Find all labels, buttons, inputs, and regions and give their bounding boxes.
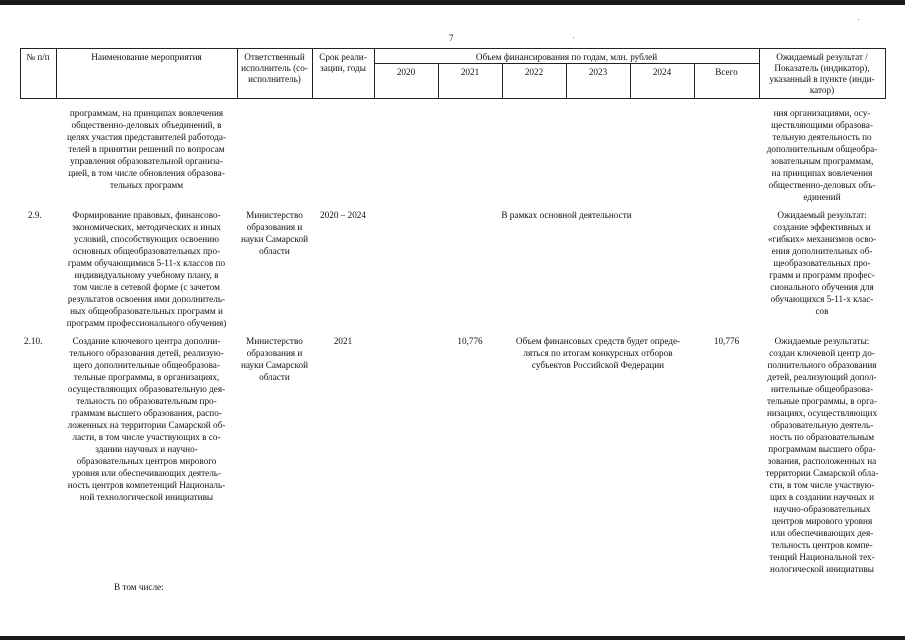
continuation-result-line: ществляющими образова- <box>771 120 873 130</box>
row-term: 2020 – 2024 <box>320 210 366 220</box>
row-responsible-line: образования и <box>246 348 303 358</box>
row-responsible-line: образования и <box>246 222 303 232</box>
row-name-line: экономических, методических и иных <box>72 222 221 232</box>
row-result-line: «гибких» механизмов осво- <box>767 234 877 244</box>
row-result-line: щих в создании научных и <box>769 492 875 502</box>
row-name-line: тельные программы, в организациях, <box>73 372 220 382</box>
row-name-line: ласти, в том числе участвующих в со- <box>72 432 221 442</box>
row-result-line: грамм и программ профес- <box>769 270 875 280</box>
continuation-result-line: на принципах вовлечения <box>771 168 873 178</box>
row-value-2021: 10,776 <box>457 336 483 346</box>
row-total: 10,776 <box>713 336 740 346</box>
row-result-line: нительные общеобразова- <box>770 384 874 394</box>
row-name-line: индивидуальному учебному плану, в <box>74 270 219 280</box>
row-result-line: ения дополнительных об- <box>771 246 873 256</box>
row-name-line: тельность по образовательным про- <box>76 396 217 406</box>
continuation-result-line: общественно-деловых объ- <box>768 180 876 190</box>
header-total: Всего <box>715 67 738 77</box>
row-number: 2.9. <box>28 210 42 220</box>
continuation-name-line: программам, на принципах вовлечения <box>69 108 224 118</box>
row-name-line: граммам высшего образования, распо- <box>71 408 222 418</box>
row-name-line: том числе в сетевой форме (с зачетом <box>73 282 220 292</box>
row-name-line: осуществляющих образовательную дея- <box>67 384 226 394</box>
row-funding-note-line: ляться по итогам конкурсных отборов <box>523 348 673 358</box>
row-result-line: тенций Национальной тех- <box>769 552 875 562</box>
header-num: № п/п <box>26 52 50 62</box>
row-result-line: зования, расположенных на <box>767 456 877 466</box>
row-name-line: здании научных и научно- <box>95 444 198 454</box>
row-result-line: сионального обучения для <box>770 282 874 292</box>
row-result-line: территории Самарской обла- <box>765 468 879 478</box>
header-responsible-3: исполнитель) <box>248 74 301 84</box>
row-responsible-line: науки Самарской <box>240 234 308 244</box>
header-top-line <box>20 48 886 49</box>
row-name-line: условий, способствующих освоению <box>74 234 219 244</box>
row-name-line: Создание ключевого центра дополни- <box>72 336 221 346</box>
row-name-line: программ профессионального обучения) <box>66 318 227 328</box>
row-result-line: тельные программы, в орга- <box>767 396 877 406</box>
row-name-line: образовательных центров мирового <box>76 456 217 466</box>
row-result-line: сти, в том числе участвую- <box>769 480 875 490</box>
header-result-3: указанный в пункте (инди- <box>769 74 875 84</box>
row-result-line: создан ключевой центр до- <box>769 348 875 358</box>
row-responsible-line: области <box>259 246 290 256</box>
row-name-line: результатов освоения ими дополнитель- <box>67 294 226 304</box>
row-result-line: нологической инициативы <box>770 564 874 574</box>
row-funding-note-line: Объем финансовых средств будет опреде- <box>515 336 681 346</box>
row-result-line: образовательную деятель- <box>770 420 874 430</box>
row-term: 2021 <box>333 336 353 346</box>
row-result-line: низациях, осуществляющих <box>766 408 878 418</box>
header-result-4: катор) <box>809 85 835 95</box>
header-year-2024: 2024 <box>652 67 672 77</box>
row-name-line: основных общеобразовательных про- <box>72 246 221 256</box>
header-term-1: Срок реали- <box>319 52 367 62</box>
continuation-name-line: тельных программ <box>109 180 184 190</box>
row-result-line: сов <box>815 306 829 316</box>
continuation-result-line: зовательным программам, <box>770 156 874 166</box>
row-name-line: ной технологической инициативы <box>79 492 214 502</box>
header-result-1: Ожидаемый результат / <box>776 52 868 62</box>
row-responsible-line: Министерство <box>246 210 303 220</box>
including-label: В том числе: <box>114 582 164 592</box>
row-name-line: ных общеобразовательных программ и <box>70 306 223 316</box>
row-name-line: уровня или обеспечивающих деятель- <box>71 468 222 478</box>
header-funding: Объем финансирования по годам, млн. рублей <box>475 52 658 62</box>
row-name-line: ность центров компетенций Националь- <box>67 480 226 490</box>
header-name: Наименование мероприятия <box>91 52 202 62</box>
top-border <box>0 0 905 5</box>
header-year-2021: 2021 <box>460 67 480 77</box>
continuation-result-line: единений <box>803 192 841 202</box>
row-name-line: ложенных на территории Самарской об- <box>67 420 226 430</box>
header-year-2023: 2023 <box>588 67 608 77</box>
row-funding-note: В рамках основной деятельности <box>501 210 632 220</box>
continuation-name-line: телей в принятии решений по вопросам <box>68 144 225 154</box>
row-name-line: Формирование правовых, финансово- <box>72 210 221 220</box>
header-responsible-1: Ответственный <box>244 52 305 62</box>
header-col-line <box>885 48 886 99</box>
row-number: 2.10. <box>24 336 43 346</box>
row-result-line: или обеспечивающих дея- <box>770 528 874 538</box>
row-result-line: центров мирового уровня <box>771 516 873 526</box>
row-funding-note-line: субъектов Российской Федерации <box>531 360 665 370</box>
header-bottom-line <box>20 98 886 99</box>
row-result-line: Ожидаемый результат: <box>777 210 867 220</box>
continuation-name-line: цией, в том числе обновления образова- <box>68 168 225 178</box>
page-number: 7 <box>449 33 454 43</box>
row-name-line: тельного образования детей, реализую- <box>69 348 224 358</box>
bottom-border <box>0 636 905 640</box>
header-result-2: Показатель (индикатор), <box>774 63 870 73</box>
header-responsible-2: исполнитель (со- <box>241 63 308 73</box>
row-responsible-line: области <box>259 372 290 382</box>
row-responsible-line: науки Самарской <box>240 360 308 370</box>
header-term-2: зации, годы <box>320 63 366 73</box>
row-result-line: обучающихся 5-11-х клас- <box>770 294 874 304</box>
continuation-result-line: тельную деятельность по <box>772 132 872 142</box>
row-responsible-line: Министерство <box>246 336 303 346</box>
row-result-line: щеобразовательных про- <box>773 258 871 268</box>
row-result-line: программам высшего обра- <box>768 444 876 454</box>
row-result-line: Ожидаемые результаты: <box>774 336 870 346</box>
continuation-name-line: управления образовательной организа- <box>70 156 223 166</box>
row-name-line: щего дополнительные общеобразова- <box>73 360 220 370</box>
scan-speck <box>573 37 574 38</box>
row-result-line: полнительного образования <box>767 360 877 370</box>
header-year-2020: 2020 <box>396 67 416 77</box>
row-result-line: научно-образовательных <box>773 504 871 514</box>
scan-speck <box>858 19 859 20</box>
continuation-result-line: ния организациями, осу- <box>773 108 871 118</box>
row-result-line: создание эффективных и <box>773 222 871 232</box>
row-result-line: ность по образовательным <box>769 432 875 442</box>
row-result-line: детей, реализующий допол- <box>767 372 877 382</box>
row-result-line: тельность центров компе- <box>771 540 873 550</box>
continuation-name-line: общественно-деловых объединений, в <box>71 120 222 130</box>
row-name-line: грамм обучающимися 5-11-х классов по <box>67 258 226 268</box>
continuation-name-line: целях участия представителей работода- <box>66 132 227 142</box>
header-year-2022: 2022 <box>524 67 544 77</box>
continuation-result-line: дополнительным общеобра- <box>766 144 878 154</box>
